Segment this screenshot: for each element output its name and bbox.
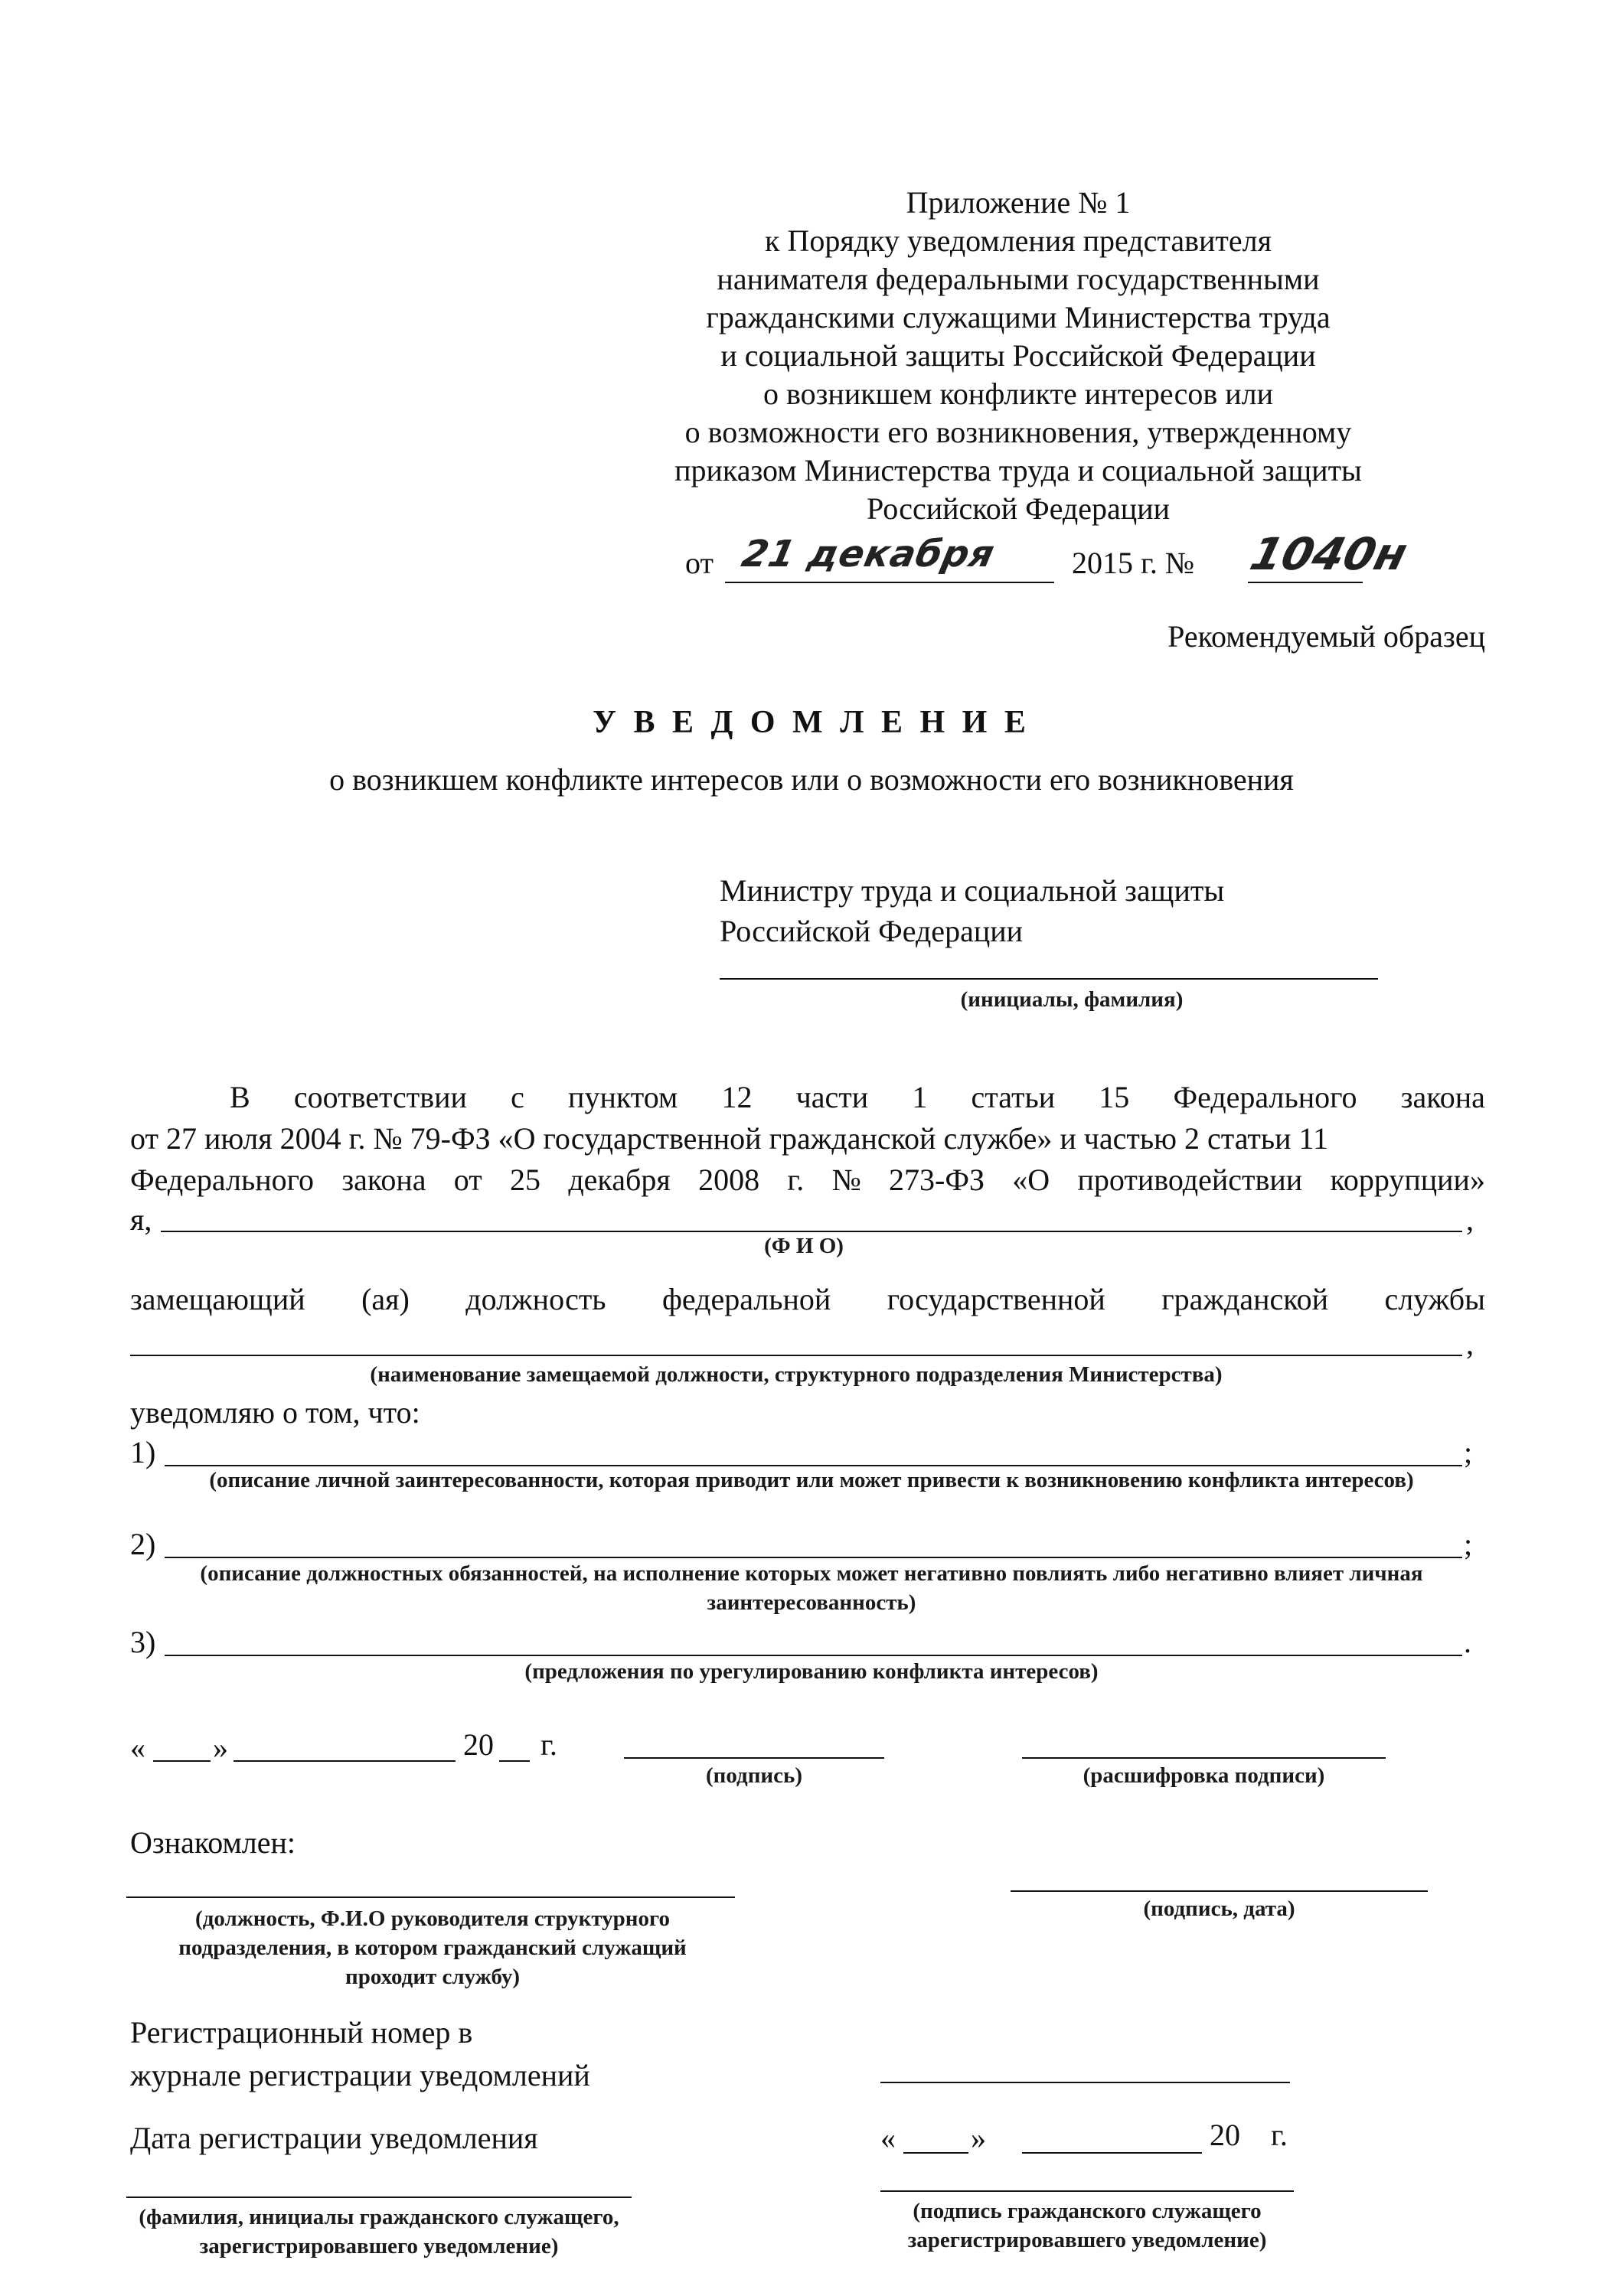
reg-year-suffix: г. <box>1271 2118 1288 2152</box>
item2-caption-line2: заинтересованность) <box>707 1590 916 1615</box>
item1-field-line <box>165 1465 1462 1466</box>
item3-label: 3) <box>130 1625 156 1659</box>
from-prefix: от <box>685 546 714 580</box>
item2-caption-line1: (описание должностных обязанностей, на исполнение которых может негативно повлиять либо негативно влияет личная <box>200 1561 1423 1586</box>
addressee-name-line <box>720 978 1378 980</box>
item1-caption: (описание личной заинтересованности, которая приводит или может привести к возникновению конфликта интересов) <box>209 1468 1414 1492</box>
appendix-line: гражданскими служащими Министерства труда <box>706 300 1331 334</box>
acquainted-label: Ознакомлен: <box>130 1825 296 1860</box>
page-subtitle: о возникшем конфликте интересов или о возможности его возникновения <box>329 762 1294 797</box>
reg-year-text: 20 <box>1210 2118 1240 2152</box>
item1-suffix: ; <box>1464 1435 1473 1469</box>
fio-caption: (Ф И О) <box>764 1234 844 1258</box>
appendix-line: о возникшем конфликте интересов или <box>763 377 1273 411</box>
signature-caption: (подпись) <box>706 1763 802 1788</box>
reg-date-label: Дата регистрации уведомления <box>130 2121 538 2155</box>
fio-field-line <box>161 1231 1462 1232</box>
acquainted-left-caption: (должность, Ф.И.О руководителя структурного подразделения, в котором гражданский служащий проходит службу) <box>178 1906 687 1989</box>
order-year-text: 2015 г. № <box>1072 546 1195 580</box>
recommended-label: Рекомендуемый образец <box>1167 619 1485 654</box>
sig-quote-close: » <box>213 1730 228 1765</box>
item2-suffix: ; <box>1464 1527 1473 1561</box>
reg-day-line <box>903 2152 968 2154</box>
page-title: У В Е Д О М Л Е Н И Е <box>593 705 1030 740</box>
reg-quote-open: « <box>880 2121 896 2155</box>
reg-right-line <box>880 2190 1294 2192</box>
reg-left-caption: (фамилия, инициалы гражданского служащего, зарегистрировавшего уведомление) <box>139 2205 619 2258</box>
sig-year-suffix: г. <box>540 1727 557 1762</box>
sig-day-line <box>153 1760 211 1762</box>
position-suffix: , <box>1466 1326 1474 1361</box>
signature-line <box>624 1757 884 1759</box>
item2-field-line <box>165 1557 1462 1558</box>
notify-text: уведомляю о том, что: <box>130 1395 420 1430</box>
appendix-line: Приложение № 1 <box>906 185 1131 220</box>
acquainted-right-caption: (подпись, дата) <box>1143 1896 1295 1921</box>
appendix-line: и социальной защиты Российской Федерации <box>720 338 1316 373</box>
addressee-caption: (инициалы, фамилия) <box>960 987 1184 1012</box>
body-para-line3: Федерального закона от 25 декабря 2008 г. № 273-ФЗ «О противодействии коррупции» <box>130 1163 1485 1197</box>
appendix-line: Российской Федерации <box>866 491 1171 526</box>
sig-quote-open: « <box>130 1730 145 1765</box>
sig-year-line <box>499 1760 530 1762</box>
item3-field-line <box>165 1655 1462 1656</box>
reg-right-caption: (подпись гражданского служащего зарегистрировавшего уведомление) <box>907 2199 1267 2252</box>
handwritten-date: 21 декабря <box>738 533 999 576</box>
reg-number-line <box>880 2082 1290 2083</box>
position-field-line <box>130 1355 1462 1356</box>
appendix-line: нанимателя федеральными государственными <box>717 262 1320 296</box>
reg-month-line <box>1022 2152 1202 2154</box>
acquainted-left-line <box>126 1896 735 1898</box>
reg-quote-close: » <box>971 2121 986 2155</box>
appendix-line: к Порядку уведомления представителя <box>765 223 1272 258</box>
addressee-line1: Министру труда и социальной защиты <box>720 873 1225 908</box>
sig-year-prefix: 20 <box>463 1727 494 1762</box>
ya-prefix: я, <box>130 1202 152 1237</box>
appendix-line: приказом Министерства труда и социальной защиты <box>674 453 1362 488</box>
order-date-line <box>685 528 1412 589</box>
reg-left-line <box>126 2197 632 2198</box>
body-para-line2: от 27 июля 2004 г. № 79-ФЗ «О государственной гражданской службе» и частью 2 статьи 11 <box>130 1121 1329 1156</box>
ya-suffix: , <box>1466 1202 1474 1237</box>
handwritten-number: 1040н <box>1245 528 1412 580</box>
item2-label: 2) <box>130 1527 156 1561</box>
acquainted-right-line <box>1011 1890 1428 1892</box>
reg-number-label: Регистрационный номер в журнале регистрации уведомлений <box>130 2015 590 2092</box>
sig-month-line <box>233 1760 456 1762</box>
appendix-line: о возможности его возникновения, утвержденному <box>684 415 1352 449</box>
addressee-line2: Российской Федерации <box>720 914 1024 948</box>
item3-suffix: . <box>1464 1625 1471 1659</box>
decoding-caption: (расшифровка подписи) <box>1083 1763 1325 1788</box>
decoding-line <box>1022 1757 1386 1759</box>
item1-label: 1) <box>130 1435 156 1469</box>
item3-caption: (предложения по урегулированию конфликта интересов) <box>524 1659 1099 1684</box>
body-para-line1: В соответствии с пунктом 12 части 1 статьи 15 Федерального закона <box>230 1080 1485 1114</box>
appendix-block <box>597 184 1439 528</box>
position-line: замещающий (ая) должность федеральной государственной гражданской службы <box>130 1282 1485 1316</box>
position-caption: (наименование замещаемой должности, структурного подразделения Министерства) <box>370 1362 1223 1387</box>
